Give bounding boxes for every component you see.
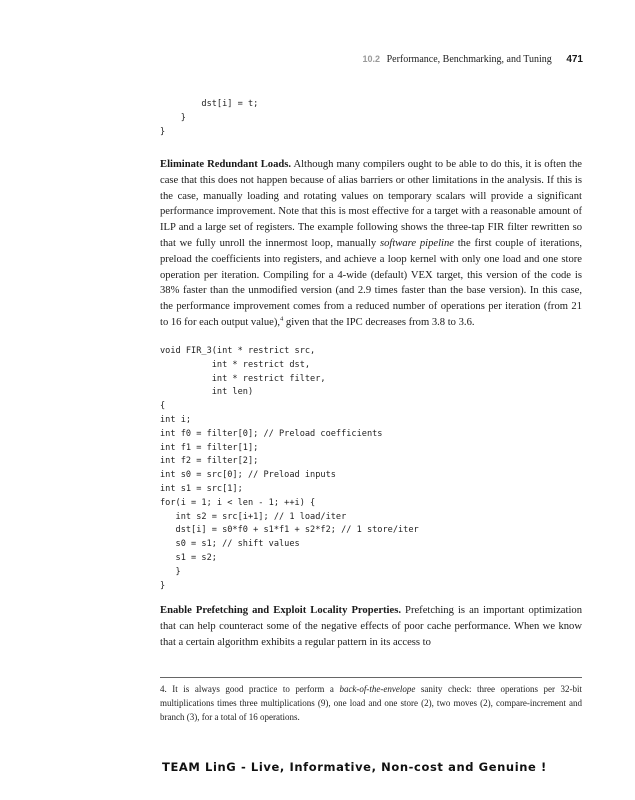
code-line: s0 = s1; // shift values [160,539,300,550]
code-line: } [160,126,166,137]
code-line: int s0 = src[0]; // Preload inputs [160,470,336,481]
paragraph-heading: Eliminate Redundant Loads. [160,159,292,170]
watermark-banner: TEAM LinG - Live, Informative, Non-cost and Genuine ! [162,760,547,774]
code-line: { [160,401,166,412]
code-line: int f1 = filter[1]; [160,442,259,453]
paragraph-text: given that the IPC decreases from 3.8 to 3.6. [283,316,475,328]
code-line: int s1 = src[1]; [160,483,243,494]
code-line: int f0 = filter[0]; // Preload coefficients [160,428,383,439]
code-snippet-top [160,98,258,139]
code-line: int len) [160,387,254,398]
footnote-divider [160,677,582,678]
paragraph-text: the first couple of iterations, preload the coefficients into registers, and achieve a loop kernel with only one load and one store operation per iteration. Compiling for a 4-wide (default) VEX target, this version of the code is 38% faster than the unmodified version (and 2.9 times faster than the base version). In this case, the performance improvement comes from a reduced number of operations per iteration (from 21 to 16 for each output value), [160,237,582,328]
code-line: dst[i] = s0*f0 + s1*f1 + s2*f2; // 1 store/iter [160,525,419,536]
footnote-text: 4. It is always good practice to perform a [160,684,340,694]
code-line: int f2 = filter[2]; [160,456,259,467]
code-line: s1 = s2; [160,552,217,563]
running-head [363,54,583,65]
paragraph-text: Although many compilers ought to be able to do this, it is often the case that this does not happen because of alias barriers or other limitations in the analysis. If this is the case, manually loading and rotating values on temporary scalars will provide a significant performance improvement. Note that this is most effective for a target with a reasonable amount of ILP and a large set of registers. The example following shows the three-tap FIR filter rewritten so that we fully unroll the innermost loop, manually [160,159,582,249]
footnote-text: sanity check: three operations per 32-bit multiplications times three multiplications (9), one load and one store (2), two moves (2), compare-increment and branch (3), for a total of 16 operations. [160,684,583,722]
paragraph-text: Prefetching is an important optimization that can help counteract some of the negative effects of poor cache performance. When we know that a certain algorithm exhibits a regular pattern in its access to [160,605,582,648]
paragraph-enable-prefetching [160,603,582,650]
paragraph-eliminate-redundant-loads [160,157,582,331]
paragraph-heading: Enable Prefetching and Exploit Locality Properties. [160,605,401,616]
code-line: } [160,566,181,577]
code-line: } [160,112,186,123]
footnote-reference: 4 [280,315,284,323]
chapter-section-title: Performance, Benchmarking, and Tuning [386,54,552,65]
code-line: int * restrict filter, [160,373,326,384]
section-number: 10.2 [362,54,381,64]
page-number: 471 [566,54,583,65]
code-listing-fir3 [160,345,419,593]
code-line: int * restrict dst, [160,359,311,370]
code-line: dst[i] = t; [160,99,259,109]
code-line: int s2 = src[i+1]; // 1 load/iter [160,511,347,522]
italic-term: back-of-the-envelope [339,684,416,694]
footnote [160,682,582,724]
code-line: for(i = 1; i < len - 1; ++i) { [160,497,316,508]
code-line: int i; [160,414,192,425]
code-line: } [160,580,166,591]
code-line: void FIR_3(int * restrict src, [160,346,316,356]
italic-term: software pipeline [379,237,454,249]
